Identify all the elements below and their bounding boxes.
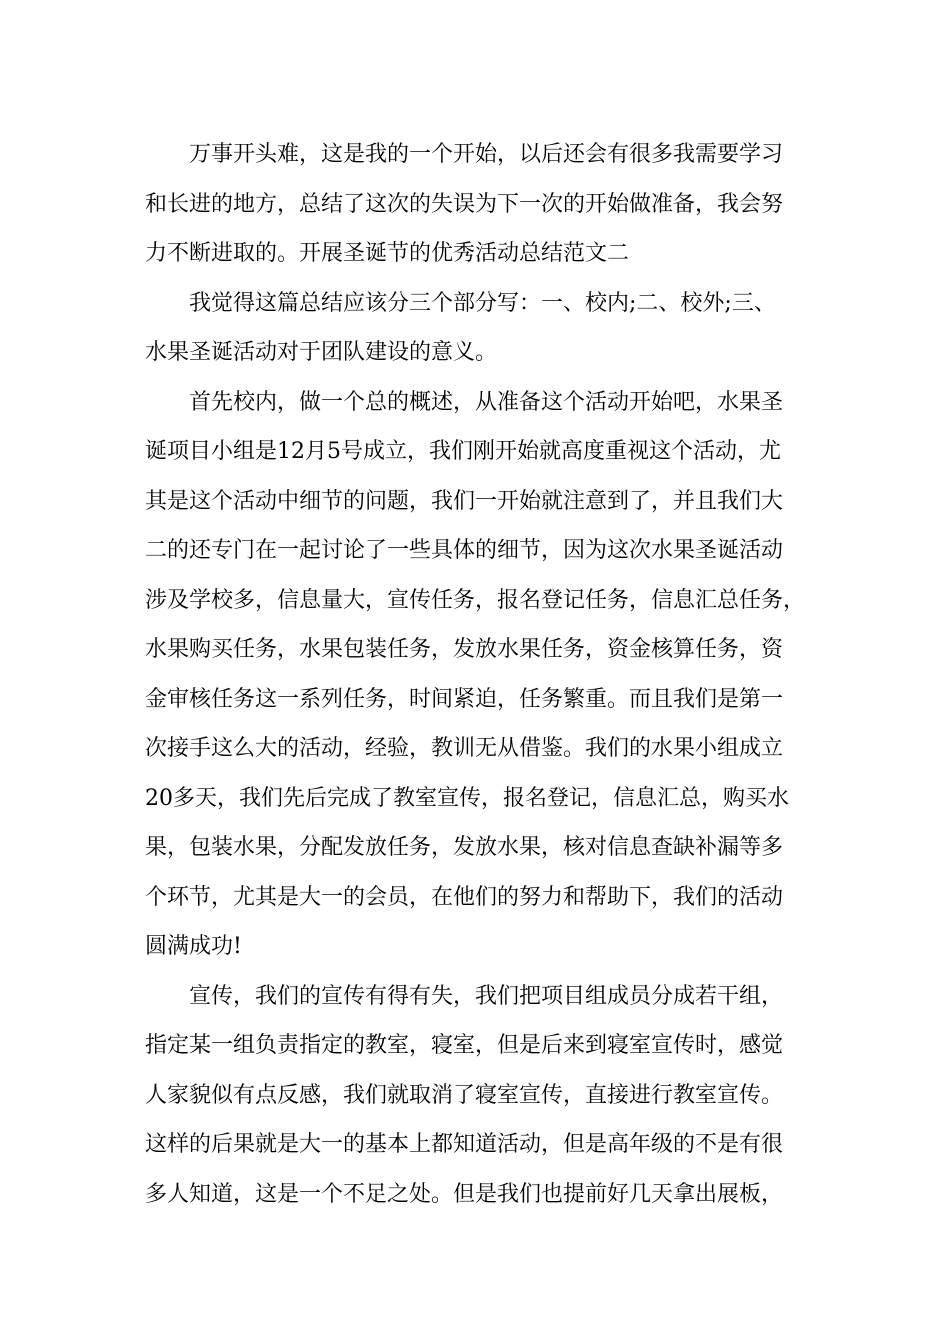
paragraph-line: 首先校内，做一个总的概述，从准备这个活动开始吧，水果圣 [189,389,784,415]
paragraph-line: 这样的后果就是大一的基本上都知道活动，但是高年级的不是有很 [145,1132,784,1157]
paragraph-line: 水果圣诞活动对于团队建设的意义。 [145,340,498,365]
paragraph-line: 指定某一组负责指定的教室，寝室，但是后来到寝室宣传时，感觉 [145,1033,784,1058]
paragraph-1 [145,130,825,279]
paragraph-line: 金审核任务这一系列任务，时间紧迫，任务繁重。而且我们是第一 [145,686,784,712]
paragraph-line: 其是这个活动中细节的问题，我们一开始就注意到了，并且我们大 [145,488,784,514]
paragraph-line: 次接手这么大的活动，经验，教训无从借鉴。我们的水果小组成立 [145,736,784,761]
paragraph-3 [145,378,825,972]
paragraph-line: 涉及学校多，信息量大，宣传任务，报名登记任务，信息汇总任务， [145,587,806,613]
paragraph-line: 力不断进取的。开展圣诞节的优秀活动总结范文二 [145,241,630,266]
paragraph-line: 水果购买任务，水果包装任务，发放水果任务，资金核算任务，资 [145,637,784,662]
paragraph-line: 二的还专门在一起讨论了一些具体的细节，因为这次水果圣诞活动 [145,538,784,563]
paragraph-line: 个环节，尤其是大一的会员，在他们的努力和帮助下，我们的活动 [145,884,784,910]
paragraph-line: 和长进的地方，总结了这次的失误为下一次的开始做准备，我会努 [145,191,784,217]
paragraph-line: 多人知道，这是一个不足之处。但是我们也提前好几天拿出展板， [145,1181,784,1207]
paragraph-line: 诞项目小组是12月5号成立，我们刚开始就高度重视这个活动，尤 [145,439,781,464]
paragraph-line: 20多天，我们先后完成了教室宣传，报名登记，信息汇总，购买水 [145,785,789,811]
paragraph-line: 果，包装水果，分配发放任务，发放水果，核对信息查缺补漏等多 [145,835,784,860]
paragraph-line: 我觉得这篇总结应该分三个部分写：一、校内;二、校外;三、 [189,290,776,316]
paragraph-line: 宣传，我们的宣传有得有失，我们把项目组成员分成若干组， [189,983,784,1009]
paragraph-2 [145,279,825,378]
paragraph-4 [145,972,825,1220]
paragraph-line: 万事开头难，这是我的一个开始，以后还会有很多我需要学习 [189,142,784,167]
paragraph-line: 人家貌似有点反感，我们就取消了寝室宣传，直接进行教室宣传。 [145,1082,784,1108]
paragraph-line: 圆满成功! [145,934,242,959]
document-body [145,130,825,1219]
